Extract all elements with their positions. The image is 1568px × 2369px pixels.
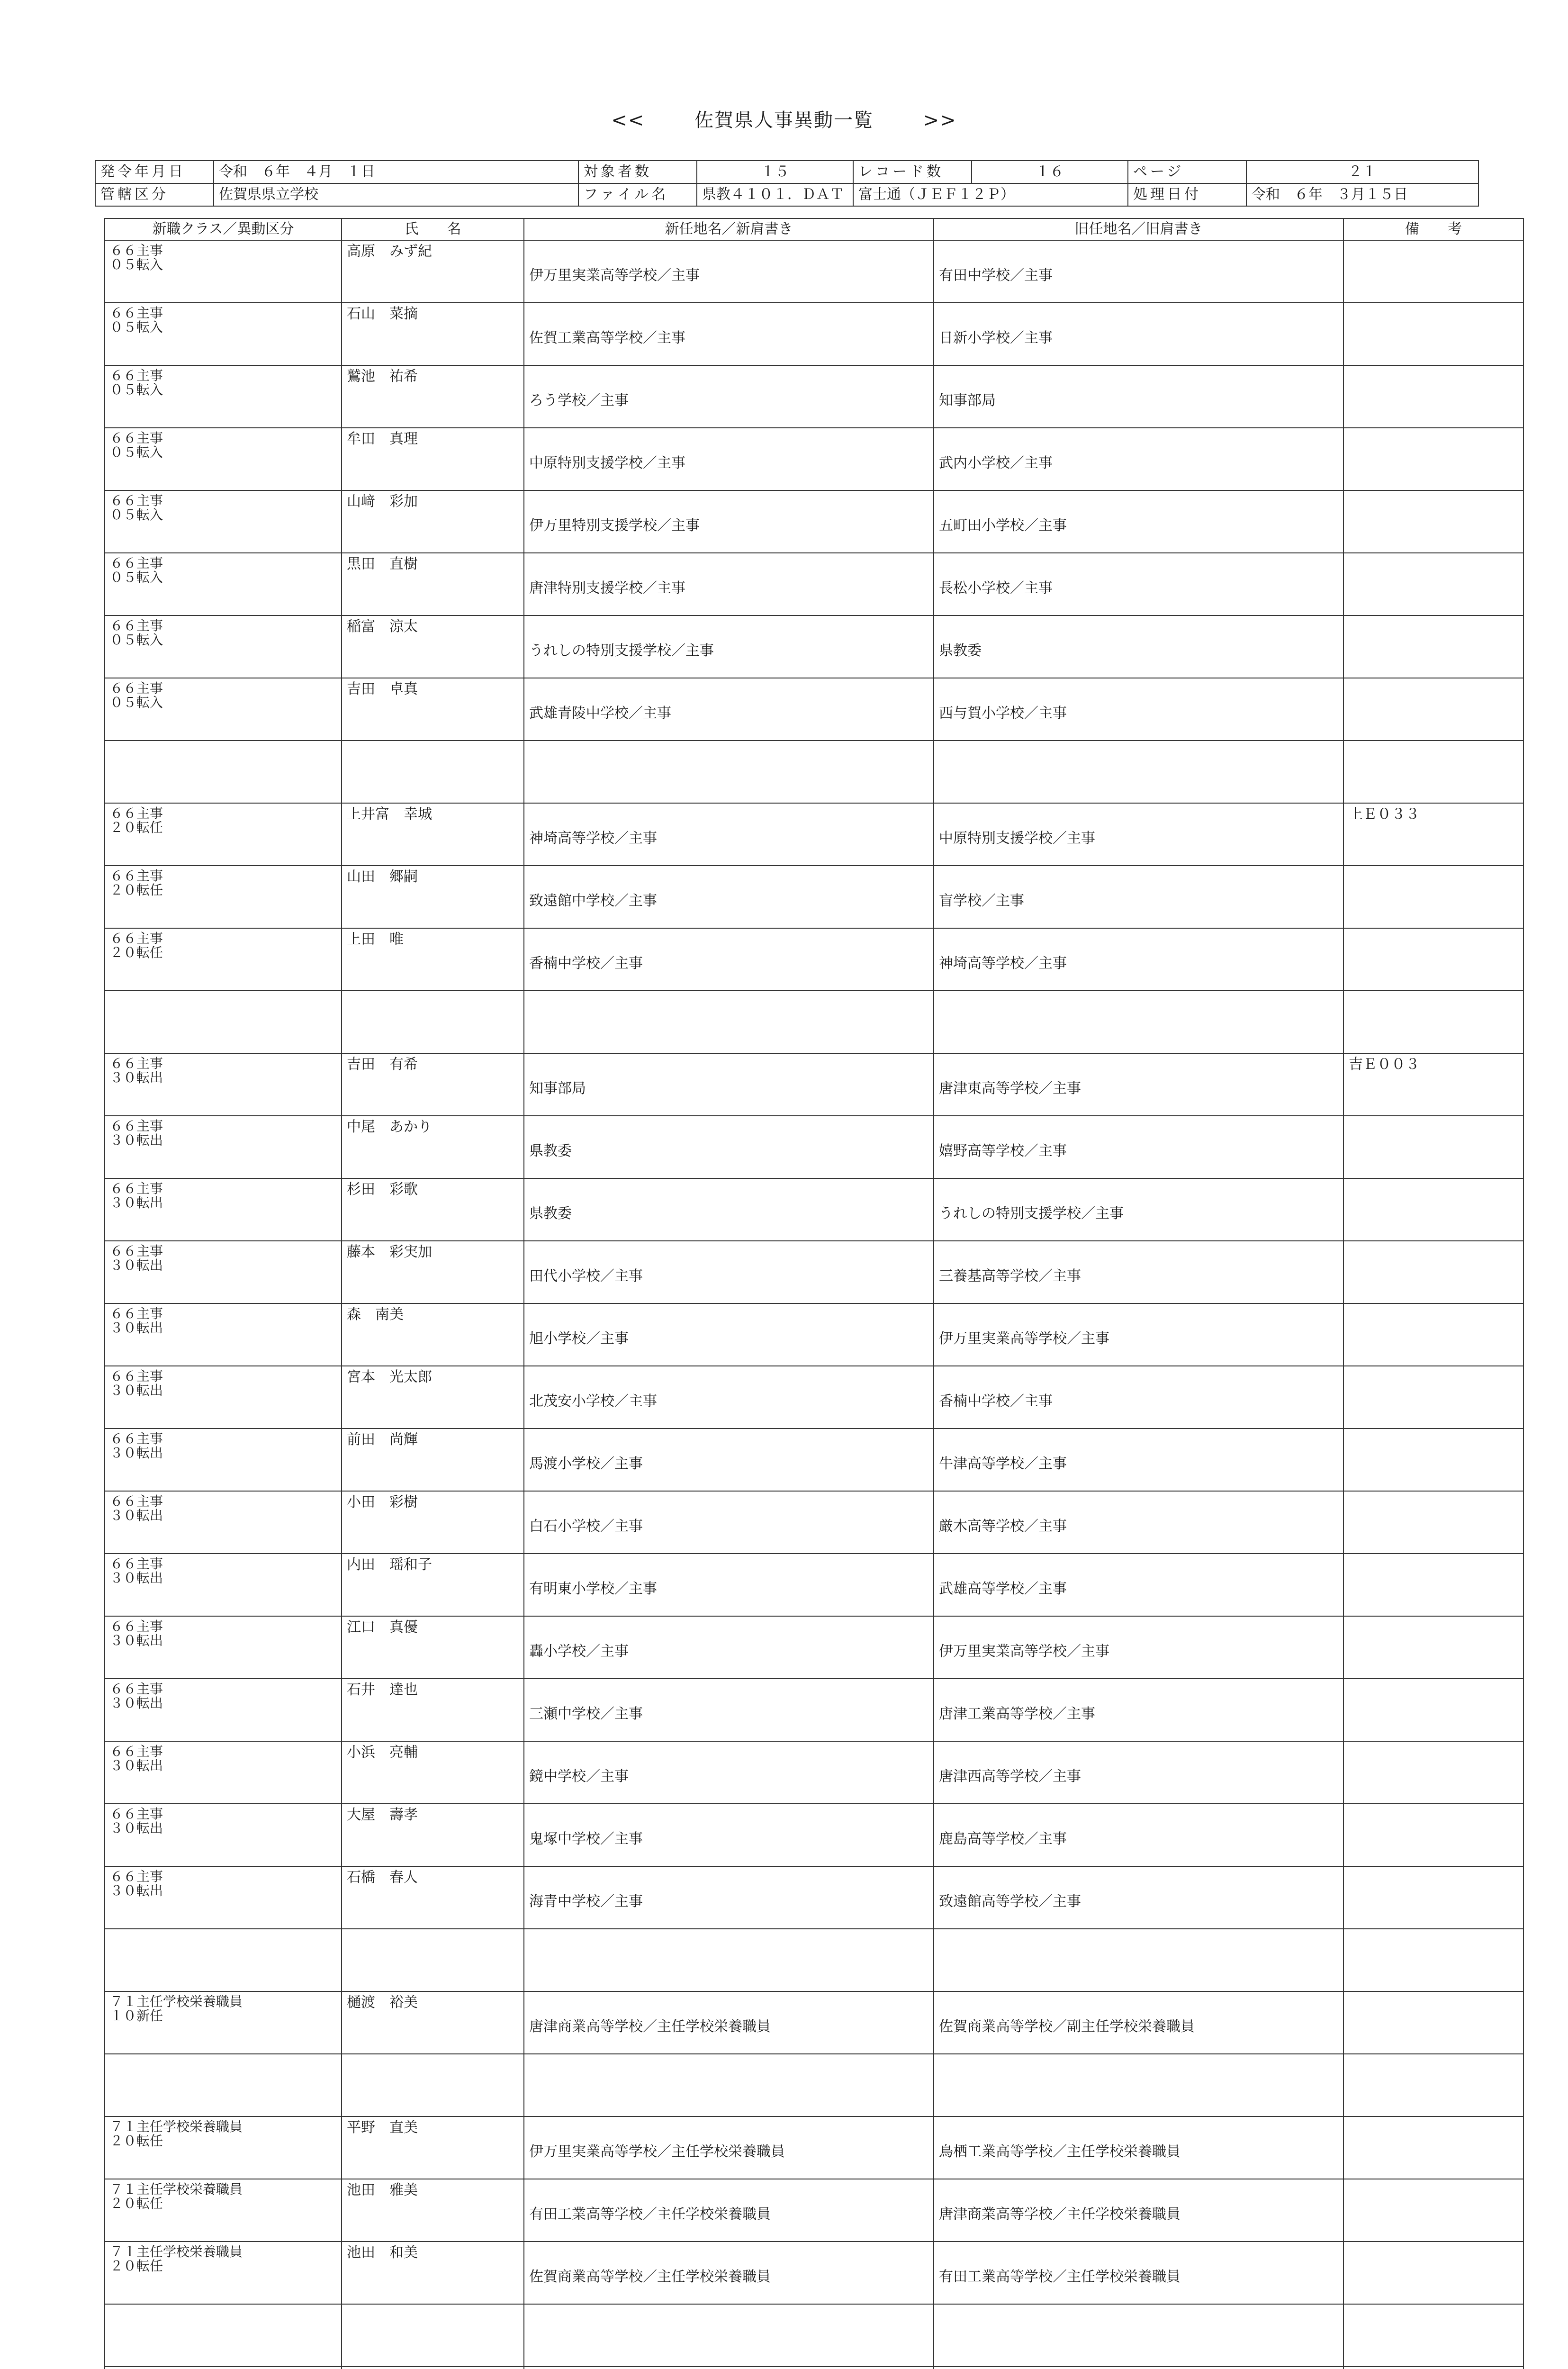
job-class: ６６主事 bbox=[110, 493, 163, 508]
job-class: ６６主事 bbox=[110, 1744, 163, 1759]
job-class: ６６主事 bbox=[110, 1556, 163, 1572]
process-date-value: 令和 ６年 ３月１５日 bbox=[1246, 183, 1478, 206]
note bbox=[1343, 1241, 1523, 1303]
old-post bbox=[934, 741, 1343, 803]
old-post: 唐津東高等学校／主事 bbox=[934, 1053, 1343, 1116]
transfer-type: ２０転任 bbox=[110, 882, 163, 898]
job-class: ６６主事 bbox=[110, 1056, 163, 1071]
person-name: 小浜 亮輔 bbox=[342, 1741, 524, 1804]
table-row bbox=[105, 2242, 1523, 2304]
class-cell bbox=[105, 428, 342, 490]
transfer-type: ２０転任 bbox=[110, 2133, 163, 2149]
job-class: ６６主事 bbox=[110, 1118, 163, 1134]
new-post bbox=[524, 2367, 934, 2369]
table-row bbox=[105, 1116, 1523, 1178]
person-name bbox=[342, 2054, 524, 2116]
person-name: 池田 和美 bbox=[342, 2242, 524, 2304]
class-cell bbox=[105, 2242, 342, 2304]
job-class: ６６主事 bbox=[110, 1368, 163, 1384]
file-name-value: 県教４１０１．ＤＡＴ bbox=[697, 183, 853, 206]
note bbox=[1343, 1866, 1523, 1929]
transfer-type: １０新任 bbox=[110, 2008, 163, 2024]
person-name: 黒田 直樹 bbox=[342, 553, 524, 615]
page-label: ページ bbox=[1128, 161, 1246, 183]
old-post: 知事部局 bbox=[934, 365, 1343, 428]
class-cell bbox=[105, 678, 342, 741]
class-cell bbox=[105, 1053, 342, 1116]
job-class: ６６主事 bbox=[110, 555, 163, 571]
table-row bbox=[105, 1991, 1523, 2054]
person-name: 平野 直美 bbox=[342, 2116, 524, 2179]
old-post: 牛津高等学校／主事 bbox=[934, 1429, 1343, 1491]
table-row bbox=[105, 1491, 1523, 1554]
person-name: 吉田 有希 bbox=[342, 1053, 524, 1116]
table-row bbox=[105, 1866, 1523, 1929]
person-name: 小田 彩樹 bbox=[342, 1491, 524, 1554]
job-class: ６６主事 bbox=[110, 1306, 163, 1321]
new-post: 中原特別支援学校／主事 bbox=[524, 428, 934, 490]
old-post: 唐津西高等学校／主事 bbox=[934, 1741, 1343, 1804]
new-post: 有田工業高等学校／主任学校栄養職員 bbox=[524, 2179, 934, 2242]
new-post: 伊万里実業高等学校／主事 bbox=[524, 240, 934, 303]
job-class: ６６主事 bbox=[110, 1681, 163, 1697]
table-row bbox=[105, 928, 1523, 991]
note bbox=[1343, 553, 1523, 615]
class-cell bbox=[105, 1741, 342, 1804]
person-name bbox=[342, 2304, 524, 2367]
job-class: ６６主事 bbox=[110, 305, 163, 321]
class-cell bbox=[105, 928, 342, 991]
class-cell bbox=[105, 553, 342, 615]
table-row bbox=[105, 303, 1523, 365]
target-count-label: 対象者数 bbox=[578, 161, 697, 183]
person-name: 樋渡 裕美 bbox=[342, 1991, 524, 2054]
note bbox=[1343, 1178, 1523, 1241]
table-row bbox=[105, 1616, 1523, 1679]
new-post: 唐津特別支援学校／主事 bbox=[524, 553, 934, 615]
class-cell bbox=[105, 1866, 342, 1929]
table-row bbox=[105, 1429, 1523, 1491]
person-name: 上田 唯 bbox=[342, 928, 524, 991]
person-name bbox=[342, 1929, 524, 1991]
person-name: 石橋 春人 bbox=[342, 1866, 524, 1929]
new-post: 県教委 bbox=[524, 1116, 934, 1178]
table-row bbox=[105, 1741, 1523, 1804]
table-row bbox=[105, 1366, 1523, 1429]
old-post bbox=[934, 1929, 1343, 1991]
transfer-type: ３０転出 bbox=[110, 1820, 163, 1836]
transfer-type: ３０転出 bbox=[110, 1445, 163, 1461]
transfer-type: ３０転出 bbox=[110, 1132, 163, 1148]
person-name: 山田 郷嗣 bbox=[342, 866, 524, 928]
note bbox=[1343, 2179, 1523, 2242]
note bbox=[1343, 2367, 1523, 2369]
table-row bbox=[105, 490, 1523, 553]
note bbox=[1343, 490, 1523, 553]
transfer-type: ３０転出 bbox=[110, 1633, 163, 1648]
process-date-label: 処理日付 bbox=[1128, 183, 1246, 206]
old-post bbox=[934, 991, 1343, 1053]
old-post: 厳木高等学校／主事 bbox=[934, 1491, 1343, 1554]
class-cell bbox=[105, 365, 342, 428]
person-name: 森 南美 bbox=[342, 1303, 524, 1366]
note bbox=[1343, 866, 1523, 928]
transfer-type: ０５転入 bbox=[110, 257, 163, 272]
transfer-type: ３０転出 bbox=[110, 1695, 163, 1711]
note bbox=[1343, 741, 1523, 803]
new-post: 三瀬中学校／主事 bbox=[524, 1679, 934, 1741]
person-name bbox=[342, 2367, 524, 2369]
person-name: 山﨑 彩加 bbox=[342, 490, 524, 553]
new-post: 田代小学校／主事 bbox=[524, 1241, 934, 1303]
job-class: ６６主事 bbox=[110, 1619, 163, 1634]
vendor-value: 富士通（ＪＥＦ１２Ｐ） bbox=[853, 183, 1128, 206]
class-cell bbox=[105, 2367, 342, 2369]
old-post: うれしの特別支援学校／主事 bbox=[934, 1178, 1343, 1241]
class-cell bbox=[105, 991, 342, 1053]
old-post: 伊万里実業高等学校／主事 bbox=[934, 1616, 1343, 1679]
issue-date-value: 令和 ６年 ４月 １日 bbox=[214, 161, 578, 183]
job-class: ７１主任学校栄養職員 bbox=[110, 2244, 243, 2260]
job-class: ７１主任学校栄養職員 bbox=[110, 2119, 243, 2134]
old-post bbox=[934, 2054, 1343, 2116]
page-title bbox=[0, 105, 1568, 132]
job-class: ６６主事 bbox=[110, 618, 163, 633]
person-name: 吉田 卓真 bbox=[342, 678, 524, 741]
job-class: ６６主事 bbox=[110, 805, 163, 821]
new-post: 知事部局 bbox=[524, 1053, 934, 1116]
person-name: 高原 みず紀 bbox=[342, 240, 524, 303]
new-post: 鬼塚中学校／主事 bbox=[524, 1804, 934, 1866]
new-post: 唐津商業高等学校／主任学校栄養職員 bbox=[524, 1991, 934, 2054]
old-post: 嬉野高等学校／主事 bbox=[934, 1116, 1343, 1178]
class-cell bbox=[105, 1429, 342, 1491]
note: 上Ｅ０３３ bbox=[1343, 803, 1523, 866]
old-post: 伊万里実業高等学校／主事 bbox=[934, 1303, 1343, 1366]
transfer-type: ２０転任 bbox=[110, 2196, 163, 2211]
old-post: 有田中学校／主事 bbox=[934, 240, 1343, 303]
note bbox=[1343, 2116, 1523, 2179]
note bbox=[1343, 2054, 1523, 2116]
record-count-value: １６ bbox=[972, 161, 1128, 183]
new-post: 香楠中学校／主事 bbox=[524, 928, 934, 991]
class-cell bbox=[105, 1366, 342, 1429]
new-post: 佐賀商業高等学校／主任学校栄養職員 bbox=[524, 2242, 934, 2304]
old-post: 唐津商業高等学校／主任学校栄養職員 bbox=[934, 2179, 1343, 2242]
old-post: 致遠館高等学校／主事 bbox=[934, 1866, 1343, 1929]
old-post: 西与賀小学校／主事 bbox=[934, 678, 1343, 741]
new-post bbox=[524, 1929, 934, 1991]
old-post: 日新小学校／主事 bbox=[934, 303, 1343, 365]
table-row bbox=[105, 1053, 1523, 1116]
old-post: 五町田小学校／主事 bbox=[934, 490, 1343, 553]
new-post: 白石小学校／主事 bbox=[524, 1491, 934, 1554]
col-header-notes: 備 考 bbox=[1343, 218, 1523, 240]
note bbox=[1343, 428, 1523, 490]
job-class: ６６主事 bbox=[110, 368, 163, 383]
new-post: 神埼高等学校／主事 bbox=[524, 803, 934, 866]
person-name bbox=[342, 991, 524, 1053]
class-cell bbox=[105, 1679, 342, 1741]
note bbox=[1343, 1429, 1523, 1491]
class-cell bbox=[105, 2054, 342, 2116]
job-class: ６６主事 bbox=[110, 1431, 163, 1447]
new-post: ろう学校／主事 bbox=[524, 365, 934, 428]
transfer-type: ２０転任 bbox=[110, 945, 163, 960]
person-name bbox=[342, 741, 524, 803]
job-class: ６６主事 bbox=[110, 680, 163, 696]
note bbox=[1343, 1741, 1523, 1804]
jurisdiction-label: 管轄区分 bbox=[95, 183, 214, 206]
new-post bbox=[524, 2304, 934, 2367]
old-post: 佐賀商業高等学校／副主任学校栄養職員 bbox=[934, 1991, 1343, 2054]
note bbox=[1343, 2304, 1523, 2367]
transfer-type: ２０転任 bbox=[110, 820, 163, 835]
person-name: 鷲池 祐希 bbox=[342, 365, 524, 428]
class-cell bbox=[105, 490, 342, 553]
old-post bbox=[934, 2367, 1343, 2369]
note bbox=[1343, 240, 1523, 303]
old-post: 神埼高等学校／主事 bbox=[934, 928, 1343, 991]
new-post bbox=[524, 2054, 934, 2116]
title-close-bracket: >> bbox=[923, 109, 957, 131]
job-class: ６６主事 bbox=[110, 931, 163, 946]
old-post: 長松小学校／主事 bbox=[934, 553, 1343, 615]
person-name: 江口 真優 bbox=[342, 1616, 524, 1679]
old-post: 盲学校／主事 bbox=[934, 866, 1343, 928]
person-name: 前田 尚輝 bbox=[342, 1429, 524, 1491]
table-row bbox=[105, 2304, 1523, 2367]
new-post: 伊万里特別支援学校／主事 bbox=[524, 490, 934, 553]
table-row bbox=[105, 741, 1523, 803]
job-class: ７１主任学校栄養職員 bbox=[110, 2181, 243, 2197]
note bbox=[1343, 303, 1523, 365]
class-cell bbox=[105, 1116, 342, 1178]
person-name: 中尾 あかり bbox=[342, 1116, 524, 1178]
table-row bbox=[105, 1303, 1523, 1366]
transfer-type: ３０転出 bbox=[110, 1758, 163, 1773]
table-row bbox=[105, 1178, 1523, 1241]
note bbox=[1343, 1116, 1523, 1178]
transfer-type: ３０転出 bbox=[110, 1383, 163, 1398]
transfer-type: ０５転入 bbox=[110, 444, 163, 460]
transfer-type: ３０転出 bbox=[110, 1195, 163, 1211]
old-post: 香楠中学校／主事 bbox=[934, 1366, 1343, 1429]
note bbox=[1343, 678, 1523, 741]
class-cell bbox=[105, 1991, 342, 2054]
person-name: 石山 菜摘 bbox=[342, 303, 524, 365]
note: 吉Ｅ００３ bbox=[1343, 1053, 1523, 1116]
old-post bbox=[934, 2304, 1343, 2367]
class-cell bbox=[105, 1178, 342, 1241]
personnel-table bbox=[104, 218, 1524, 2369]
page-value: ２１ bbox=[1246, 161, 1478, 183]
note bbox=[1343, 1679, 1523, 1741]
job-class: ６６主事 bbox=[110, 1806, 163, 1822]
transfer-type: ３０転出 bbox=[110, 1570, 163, 1586]
table-row bbox=[105, 365, 1523, 428]
person-name: 宮本 光太郎 bbox=[342, 1366, 524, 1429]
note bbox=[1343, 365, 1523, 428]
new-post: 北茂安小学校／主事 bbox=[524, 1366, 934, 1429]
old-post: 県教委 bbox=[934, 615, 1343, 678]
note bbox=[1343, 615, 1523, 678]
table-row bbox=[105, 2054, 1523, 2116]
table-row bbox=[105, 2367, 1523, 2369]
class-cell bbox=[105, 2179, 342, 2242]
class-cell bbox=[105, 240, 342, 303]
transfer-type: ０５転入 bbox=[110, 695, 163, 710]
old-post: 鳥栖工業高等学校／主任学校栄養職員 bbox=[934, 2116, 1343, 2179]
old-post: 武雄高等学校／主事 bbox=[934, 1554, 1343, 1616]
person-name: 稲富 涼太 bbox=[342, 615, 524, 678]
target-count-value: １５ bbox=[697, 161, 853, 183]
class-cell bbox=[105, 741, 342, 803]
person-name: 内田 瑶和子 bbox=[342, 1554, 524, 1616]
table-row bbox=[105, 866, 1523, 928]
transfer-type: ０５転入 bbox=[110, 632, 163, 648]
table-row bbox=[105, 553, 1523, 615]
old-post: 中原特別支援学校／主事 bbox=[934, 803, 1343, 866]
new-post: うれしの特別支援学校／主事 bbox=[524, 615, 934, 678]
table-row bbox=[105, 1554, 1523, 1616]
class-cell bbox=[105, 1616, 342, 1679]
note bbox=[1343, 1616, 1523, 1679]
class-cell bbox=[105, 803, 342, 866]
col-header-old-post: 旧任地名／旧肩書き bbox=[934, 218, 1343, 240]
old-post: 鹿島高等学校／主事 bbox=[934, 1804, 1343, 1866]
col-header-new-post: 新任地名／新肩書き bbox=[524, 218, 934, 240]
new-post: 致遠館中学校／主事 bbox=[524, 866, 934, 928]
person-name: 池田 雅美 bbox=[342, 2179, 524, 2242]
person-name: 大屋 壽孝 bbox=[342, 1804, 524, 1866]
transfer-type: ３０転出 bbox=[110, 1320, 163, 1336]
header-table bbox=[95, 160, 1479, 207]
job-class: ７１主任学校栄養職員 bbox=[110, 1994, 243, 2009]
note bbox=[1343, 1491, 1523, 1554]
new-post: 武雄青陵中学校／主事 bbox=[524, 678, 934, 741]
job-class: ６６主事 bbox=[110, 1181, 163, 1196]
table-row bbox=[105, 678, 1523, 741]
class-cell bbox=[105, 1303, 342, 1366]
new-post: 伊万里実業高等学校／主任学校栄養職員 bbox=[524, 2116, 934, 2179]
new-post: 鏡中学校／主事 bbox=[524, 1741, 934, 1804]
old-post: 三養基高等学校／主事 bbox=[934, 1241, 1343, 1303]
transfer-type: ３０転出 bbox=[110, 1070, 163, 1085]
new-post: 轟小学校／主事 bbox=[524, 1616, 934, 1679]
note bbox=[1343, 1554, 1523, 1616]
table-row bbox=[105, 428, 1523, 490]
transfer-type: ０５転入 bbox=[110, 570, 163, 585]
file-name-label: ファイル名 bbox=[578, 183, 697, 206]
table-row bbox=[105, 1679, 1523, 1741]
new-post: 県教委 bbox=[524, 1178, 934, 1241]
table-row bbox=[105, 2116, 1523, 2179]
transfer-type: ０５転入 bbox=[110, 319, 163, 335]
old-post: 有田工業高等学校／主任学校栄養職員 bbox=[934, 2242, 1343, 2304]
issue-date-label: 発令年月日 bbox=[95, 161, 214, 183]
title-open-bracket: << bbox=[611, 109, 645, 131]
person-name: 藤本 彩実加 bbox=[342, 1241, 524, 1303]
title-text: 佐賀県人事異動一覧 bbox=[694, 109, 874, 131]
class-cell bbox=[105, 2116, 342, 2179]
table-row bbox=[105, 1929, 1523, 1991]
note bbox=[1343, 1303, 1523, 1366]
col-header-class: 新職クラス／異動区分 bbox=[105, 218, 342, 240]
jurisdiction-value: 佐賀県県立学校 bbox=[214, 183, 578, 206]
record-count-label: レコード数 bbox=[853, 161, 972, 183]
table-row bbox=[105, 991, 1523, 1053]
note bbox=[1343, 991, 1523, 1053]
table-row bbox=[105, 1241, 1523, 1303]
table-row bbox=[105, 240, 1523, 303]
class-cell bbox=[105, 2304, 342, 2367]
person-name: 上井富 幸城 bbox=[342, 803, 524, 866]
note bbox=[1343, 1929, 1523, 1991]
table-row bbox=[105, 615, 1523, 678]
note bbox=[1343, 1991, 1523, 2054]
table-row bbox=[105, 2179, 1523, 2242]
table-row bbox=[105, 1804, 1523, 1866]
new-post: 馬渡小学校／主事 bbox=[524, 1429, 934, 1491]
old-post: 唐津工業高等学校／主事 bbox=[934, 1679, 1343, 1741]
new-post: 有明東小学校／主事 bbox=[524, 1554, 934, 1616]
new-post bbox=[524, 741, 934, 803]
transfer-type: ３０転出 bbox=[110, 1508, 163, 1523]
person-name: 石井 達也 bbox=[342, 1679, 524, 1741]
note bbox=[1343, 2242, 1523, 2304]
class-cell bbox=[105, 1241, 342, 1303]
table-row bbox=[105, 803, 1523, 866]
class-cell bbox=[105, 1491, 342, 1554]
new-post: 海青中学校／主事 bbox=[524, 1866, 934, 1929]
note bbox=[1343, 928, 1523, 991]
note bbox=[1343, 1804, 1523, 1866]
class-cell bbox=[105, 1804, 342, 1866]
job-class: ６６主事 bbox=[110, 1243, 163, 1259]
job-class: ６６主事 bbox=[110, 1869, 163, 1884]
table-header-row bbox=[105, 218, 1523, 240]
person-name: 牟田 真理 bbox=[342, 428, 524, 490]
class-cell bbox=[105, 1554, 342, 1616]
job-class: ６６主事 bbox=[110, 430, 163, 446]
old-post: 武内小学校／主事 bbox=[934, 428, 1343, 490]
job-class: ６６主事 bbox=[110, 243, 163, 258]
transfer-type: ０５転入 bbox=[110, 507, 163, 523]
transfer-type: ３０転出 bbox=[110, 1257, 163, 1273]
note bbox=[1343, 1366, 1523, 1429]
transfer-type: ０５転入 bbox=[110, 382, 163, 398]
class-cell bbox=[105, 866, 342, 928]
new-post bbox=[524, 991, 934, 1053]
class-cell bbox=[105, 303, 342, 365]
job-class: ６６主事 bbox=[110, 868, 163, 884]
class-cell bbox=[105, 615, 342, 678]
transfer-type: ３０転出 bbox=[110, 1883, 163, 1899]
class-cell bbox=[105, 1929, 342, 1991]
person-name: 杉田 彩歌 bbox=[342, 1178, 524, 1241]
col-header-name: 氏 名 bbox=[342, 218, 524, 240]
new-post: 旭小学校／主事 bbox=[524, 1303, 934, 1366]
new-post: 佐賀工業高等学校／主事 bbox=[524, 303, 934, 365]
transfer-type: ２０転任 bbox=[110, 2258, 163, 2274]
job-class: ６６主事 bbox=[110, 1493, 163, 1509]
